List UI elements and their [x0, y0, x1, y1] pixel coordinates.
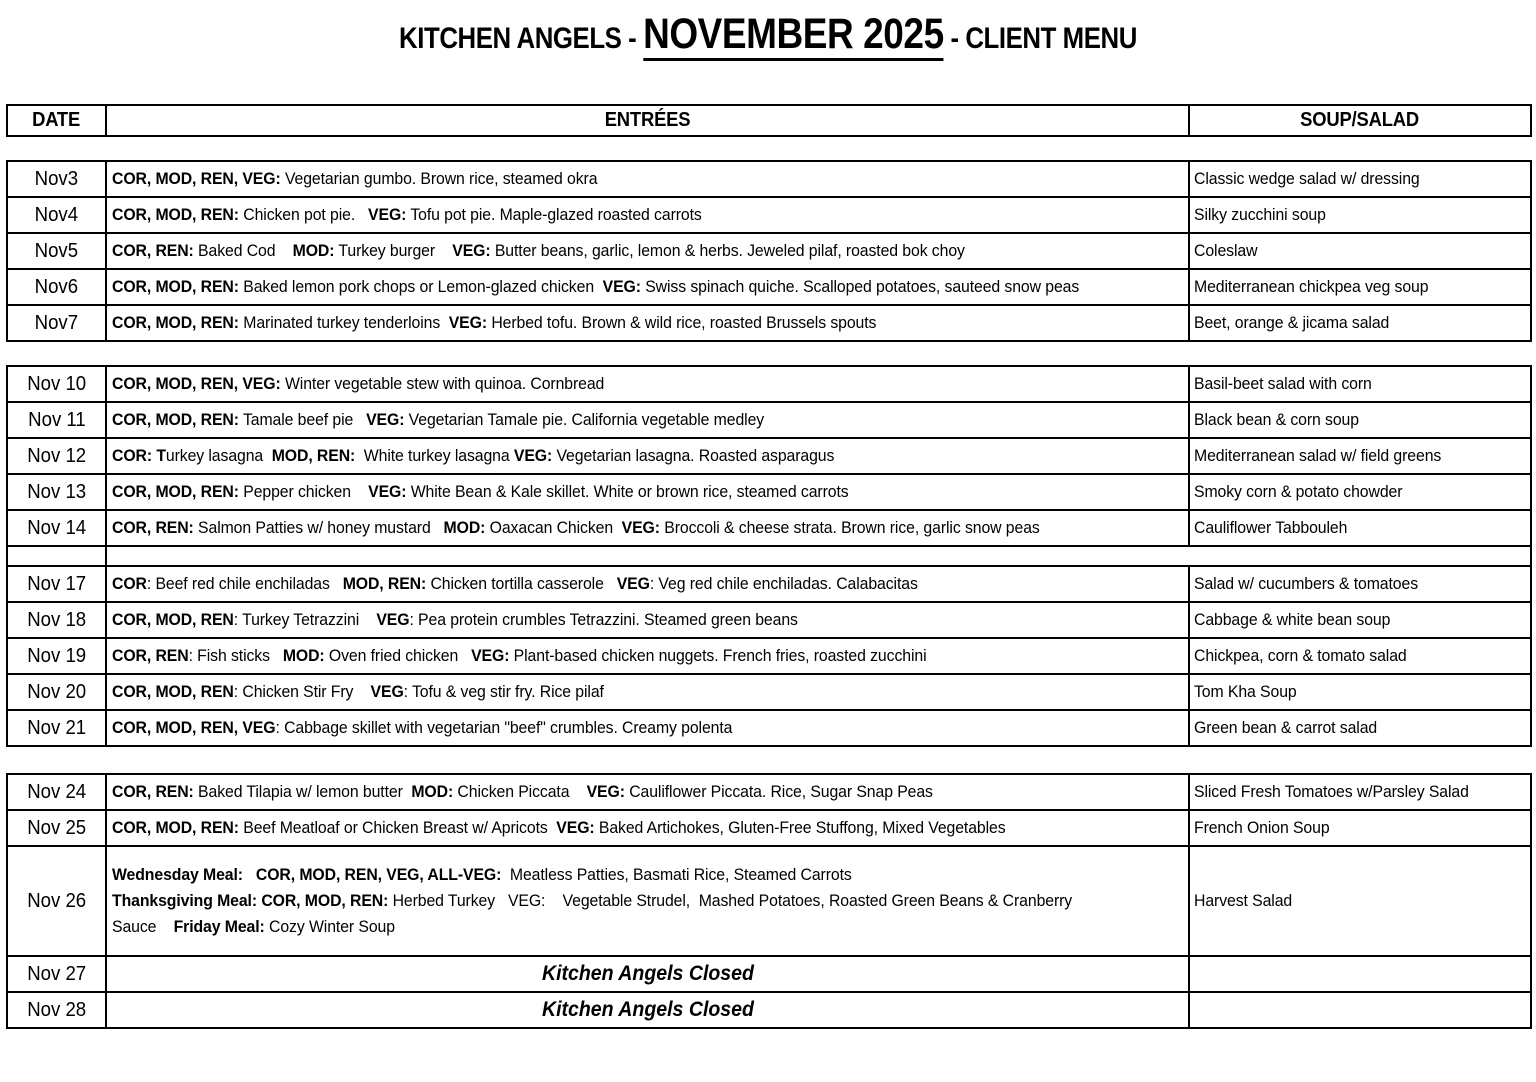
group-gap — [6, 747, 1530, 773]
soup-salad-label: Mediterranean salad w/ field greens — [1194, 446, 1442, 465]
date-label: Nov7 — [34, 311, 79, 334]
soup-salad-label: Smoky corn & potato chowder — [1194, 482, 1403, 501]
entree-segment: Beef Meatloaf or Chicken Breast w/ Apricots — [238, 818, 557, 837]
date-cell — [7, 197, 106, 233]
entree-segment: Tamale beef pie — [238, 410, 367, 429]
entree-segment: Chicken tortilla casserole — [426, 574, 617, 593]
soup-salad-label: Harvest Salad — [1194, 891, 1293, 910]
entree-segment: Cauliflower Piccata. Rice, Sugar Snap Peas — [624, 782, 933, 801]
date-cell — [7, 474, 106, 510]
diet-code-label: VEG: — [452, 241, 491, 260]
entree-segment: Chicken Piccata — [453, 782, 587, 801]
entree-text — [112, 682, 604, 702]
menu-group — [6, 365, 1532, 567]
spacer-row — [7, 546, 1531, 566]
soup-salad-label: Chickpea, corn & tomato salad — [1194, 646, 1407, 665]
diet-code-label: COR, REN — [112, 646, 189, 665]
diet-code-label: MOD, REN: — [342, 574, 427, 593]
entree-segment: Herbed Turkey VEG: Vegetable Strudel, Mashed Potatoes, Roasted Green Beans & Cranberry — [388, 891, 1073, 910]
menu-group — [6, 160, 1532, 342]
entree-cell — [106, 305, 1189, 341]
diet-code-label: COR, MOD, REN — [112, 610, 234, 629]
table-row — [7, 402, 1531, 438]
diet-code-label: COR, MOD, REN, VEG: — [112, 169, 281, 188]
soup-salad-cell — [1189, 674, 1531, 710]
entree-segment — [243, 865, 256, 884]
entree-text — [112, 482, 849, 502]
diet-code-label: COR, MOD, REN: — [112, 313, 239, 332]
diet-code-label: VEG: — [471, 646, 510, 665]
date-cell — [7, 510, 106, 546]
diet-code-label: VEG: — [586, 782, 625, 801]
entree-segment: Swiss spinach quiche. Scalloped potatoes, sauteed snow peas — [640, 277, 1080, 296]
entree-cell — [106, 602, 1189, 638]
entree-segment: Broccoli & cheese strata. Brown rice, garlic snow peas — [659, 518, 1040, 537]
soup-salad-label: Green bean & carrot salad — [1194, 718, 1378, 737]
date-cell — [7, 233, 106, 269]
diet-code-label: COR, MOD, REN: — [112, 818, 239, 837]
table-row — [7, 269, 1531, 305]
entree-cell — [106, 566, 1189, 602]
entree-segment: Oven fried chicken — [324, 646, 472, 665]
date-label: Nov 11 — [27, 408, 86, 431]
date-cell — [7, 956, 106, 992]
entree-cell — [106, 197, 1189, 233]
entree-cell — [106, 710, 1189, 746]
entree-segment: Winter vegetable stew with quinoa. Cornbread — [280, 374, 605, 393]
date-cell — [7, 710, 106, 746]
soup-salad-label: Cauliflower Tabbouleh — [1194, 518, 1348, 537]
date-cell — [7, 774, 106, 810]
date-cell — [7, 305, 106, 341]
table-row — [7, 956, 1531, 992]
soup-salad-cell — [1189, 956, 1531, 992]
soup-salad-label: Beet, orange & jicama salad — [1194, 313, 1390, 332]
diet-code-label: VEG — [376, 610, 410, 629]
entree-segment: White Bean & Kale skillet. White or brown rice, steamed carrots — [406, 482, 849, 501]
entree-text — [112, 646, 927, 666]
date-cell — [7, 810, 106, 846]
header-date-label: DATE — [32, 109, 81, 131]
diet-code-label: VEG: — [556, 818, 595, 837]
soup-salad-cell — [1189, 305, 1531, 341]
date-label: Nov 24 — [27, 780, 86, 803]
entree-cell — [106, 366, 1189, 402]
diet-code-label: VEG: — [602, 277, 641, 296]
entree-segment: Tofu pot pie. Maple-glazed roasted carrots — [406, 205, 702, 224]
soup-salad-cell — [1189, 366, 1531, 402]
date-label: Nov5 — [34, 239, 79, 262]
date-label: Nov 12 — [27, 444, 86, 467]
entree-segment: Plant-based chicken nuggets. French fries, roasted zucchini — [509, 646, 927, 665]
date-cell — [7, 546, 106, 566]
diet-code-label: MOD: — [443, 518, 486, 537]
diet-code-label: Friday Meal: — [173, 917, 265, 936]
soup-salad-label: Classic wedge salad w/ dressing — [1194, 169, 1420, 188]
group-gap — [6, 137, 1530, 160]
soup-salad-cell — [1189, 161, 1531, 197]
diet-code-label: COR, REN: — [112, 241, 194, 260]
date-cell — [7, 402, 106, 438]
header-entrees-label: ENTRÉES — [604, 109, 691, 131]
entree-text — [112, 313, 876, 333]
entree-segment: Cozy Winter Soup — [264, 917, 395, 936]
diet-code-label: COR, MOD, REN, VEG: — [112, 374, 281, 393]
header-entrees-cell — [106, 105, 1189, 136]
closed-label: Kitchen Angels Closed — [541, 998, 754, 1021]
soup-salad-cell — [1189, 402, 1531, 438]
entree-cell — [106, 269, 1189, 305]
entree-cell — [106, 810, 1189, 846]
table-row — [7, 710, 1531, 746]
closed-cell — [106, 992, 1189, 1028]
diet-code-label: MOD, REN: — [271, 446, 356, 465]
entree-segment: White turkey lasagna — [355, 446, 514, 465]
entree-segment: Vegetarian gumbo. Brown rice, steamed okra — [280, 169, 598, 188]
entree-cell — [106, 402, 1189, 438]
title-suffix: - CLIENT MENU — [943, 22, 1137, 55]
date-label: Nov 10 — [27, 372, 86, 395]
soup-salad-label: French Onion Soup — [1194, 818, 1330, 837]
soup-salad-cell — [1189, 810, 1531, 846]
entree-cell — [106, 438, 1189, 474]
entree-segment: Baked lemon pork chops or Lemon-glazed chicken — [238, 277, 603, 296]
empty-cell — [106, 546, 1531, 566]
soup-salad-cell — [1189, 233, 1531, 269]
entree-segment: Baked Artichokes, Gluten-Free Stuffong, Mixed Vegetables — [594, 818, 1006, 837]
table-row — [7, 992, 1531, 1028]
date-label: Nov 20 — [27, 680, 86, 703]
diet-code-label: MOD: — [411, 782, 454, 801]
entree-text — [112, 518, 1040, 538]
entree-segment: : Chicken Stir Fry — [233, 682, 371, 701]
soup-salad-cell — [1189, 846, 1531, 956]
entree-segment: Vegetarian lasagna. Roasted asparagus — [552, 446, 835, 465]
entree-cell — [106, 161, 1189, 197]
date-label: Nov4 — [34, 203, 79, 226]
title-month: NOVEMBER 2025 — [643, 10, 944, 61]
diet-code-label: COR, MOD, REN: — [112, 482, 239, 501]
soup-salad-label: Tom Kha Soup — [1194, 682, 1297, 701]
soup-salad-label: Coleslaw — [1194, 241, 1258, 260]
header-soup-cell — [1189, 105, 1531, 136]
entree-segment: urkey lasagna — [165, 446, 272, 465]
date-label: Nov 19 — [27, 644, 86, 667]
soup-salad-label: Cabbage & white bean soup — [1194, 610, 1391, 629]
diet-code-label: VEG — [370, 682, 404, 701]
entree-segment: Chicken pot pie. — [238, 205, 369, 224]
table-row — [7, 161, 1531, 197]
table-row — [7, 305, 1531, 341]
menu-group — [6, 773, 1532, 1029]
table-row — [7, 810, 1531, 846]
title-prefix: KITCHEN ANGELS - — [399, 22, 644, 55]
soup-salad-cell — [1189, 269, 1531, 305]
diet-code-label: COR, MOD, REN: — [112, 277, 239, 296]
menu-header-table — [6, 104, 1532, 137]
date-label: Nov 26 — [27, 889, 86, 912]
entree-segment: Butter beans, garlic, lemon & herbs. Jeweled pilaf, roasted bok choy — [490, 241, 965, 260]
soup-salad-label: Silky zucchini soup — [1194, 205, 1326, 224]
diet-code-label: COR, MOD, REN, VEG — [112, 718, 276, 737]
entree-segment: : Veg red chile enchiladas. Calabacitas — [649, 574, 918, 593]
date-cell — [7, 846, 106, 956]
entree-text — [112, 782, 933, 802]
entree-cell — [106, 474, 1189, 510]
entree-cell — [106, 233, 1189, 269]
table-row — [7, 474, 1531, 510]
diet-code-label: VEG: — [368, 482, 407, 501]
page-title — [6, 10, 1530, 62]
entree-text — [112, 277, 1079, 297]
page-title-text — [399, 10, 1137, 59]
entree-text — [112, 574, 918, 594]
date-label: Nov 13 — [27, 480, 86, 503]
diet-code-label: COR, MOD, REN, VEG, ALL-VEG: — [255, 865, 502, 884]
date-label: Nov3 — [34, 167, 79, 190]
date-label: Nov 21 — [27, 716, 86, 739]
entree-cell — [106, 674, 1189, 710]
entree-segment: Pepper chicken — [238, 482, 369, 501]
table-row — [7, 233, 1531, 269]
menu-groups — [6, 137, 1530, 1029]
soup-salad-cell — [1189, 710, 1531, 746]
entree-segment: Vegetarian Tamale pie. California vegetable medley — [404, 410, 765, 429]
table-row — [7, 846, 1531, 956]
date-cell — [7, 438, 106, 474]
soup-salad-cell — [1189, 566, 1531, 602]
entree-segment: Meatless Patties, Basmati Rice, Steamed Carrots — [501, 865, 852, 884]
diet-code-label: COR, MOD, REN: — [112, 410, 239, 429]
date-label: Nov6 — [34, 275, 79, 298]
entree-segment: : Pea protein crumbles Tetrazzini. Steamed green beans — [409, 610, 798, 629]
soup-salad-label: Mediterranean chickpea veg soup — [1194, 277, 1429, 296]
date-label: Nov 17 — [27, 572, 86, 595]
entree-segment: Turkey burger — [334, 241, 453, 260]
diet-code-label: VEG: — [621, 518, 660, 537]
date-cell — [7, 638, 106, 674]
soup-salad-cell — [1189, 992, 1531, 1028]
group-gap — [6, 342, 1530, 365]
entree-segment: Baked Tilapia w/ lemon butter — [193, 782, 412, 801]
entree-segment: : Fish sticks — [188, 646, 283, 665]
entree-segment: Sauce — [112, 917, 174, 936]
header-row — [7, 105, 1531, 136]
table-row — [7, 366, 1531, 402]
soup-salad-cell — [1189, 510, 1531, 546]
menu-group — [6, 565, 1532, 747]
entree-segment: Oaxacan Chicken — [485, 518, 622, 537]
diet-code-label: VEG: — [366, 410, 405, 429]
date-cell — [7, 602, 106, 638]
date-label: Nov 25 — [27, 816, 86, 839]
entree-text — [112, 610, 798, 630]
entree-text — [112, 374, 604, 394]
soup-salad-cell — [1189, 774, 1531, 810]
entree-segment: : Tofu & veg stir fry. Rice pilaf — [403, 682, 604, 701]
entree-text — [112, 205, 702, 225]
diet-code-label: Wednesday Meal: — [112, 865, 243, 884]
entree-segment: Herbed tofu. Brown & wild rice, roasted Brussels spouts — [487, 313, 877, 332]
header-date-cell — [7, 105, 106, 136]
soup-salad-cell — [1189, 602, 1531, 638]
entree-segment: Marinated turkey tenderloins — [238, 313, 449, 332]
soup-salad-cell — [1189, 197, 1531, 233]
table-row — [7, 774, 1531, 810]
diet-code-label: VEG: — [368, 205, 407, 224]
diet-code-label: VEG: — [513, 446, 553, 465]
entree-cell — [106, 846, 1189, 956]
diet-code-label: COR, MOD, REN: — [112, 205, 239, 224]
entree-text — [112, 169, 597, 189]
entree-cell — [106, 510, 1189, 546]
table-row — [7, 510, 1531, 546]
diet-code-label: VEG: — [448, 313, 488, 332]
soup-salad-cell — [1189, 438, 1531, 474]
soup-salad-cell — [1189, 638, 1531, 674]
entree-text — [112, 818, 1006, 838]
date-cell — [7, 161, 106, 197]
entree-segment: : Beef red chile enchiladas — [146, 574, 343, 593]
diet-code-label: MOD: — [292, 241, 335, 260]
soup-salad-cell — [1189, 474, 1531, 510]
date-cell — [7, 269, 106, 305]
date-label: Nov 27 — [27, 962, 86, 985]
diet-code-label: Thanksgiving Meal: COR, MOD, REN: — [112, 891, 389, 910]
date-cell — [7, 992, 106, 1028]
diet-code-label: MOD: — [282, 646, 325, 665]
table-row — [7, 438, 1531, 474]
table-row — [7, 638, 1531, 674]
soup-salad-label: Basil-beet salad with corn — [1194, 374, 1372, 393]
entree-segment: : Turkey Tetrazzini — [233, 610, 377, 629]
diet-code-label: COR, REN: — [112, 518, 194, 537]
date-label: Nov 14 — [27, 516, 86, 539]
date-cell — [7, 674, 106, 710]
table-row — [7, 197, 1531, 233]
entree-text — [112, 718, 732, 738]
entree-text — [112, 862, 1189, 940]
closed-cell — [106, 956, 1189, 992]
date-label: Nov 18 — [27, 608, 86, 631]
diet-code-label: COR: T — [112, 446, 166, 465]
soup-salad-label: Salad w/ cucumbers & tomatoes — [1194, 574, 1419, 593]
diet-code-label: COR, REN: — [112, 782, 194, 801]
closed-label: Kitchen Angels Closed — [541, 962, 754, 985]
table-row — [7, 566, 1531, 602]
table-row — [7, 674, 1531, 710]
date-cell — [7, 566, 106, 602]
entree-segment: Salmon Patties w/ honey mustard — [193, 518, 444, 537]
diet-code-label: COR — [112, 574, 147, 593]
header-soup-label: SOUP/SALAD — [1300, 109, 1420, 131]
entree-text — [112, 446, 834, 466]
table-row — [7, 602, 1531, 638]
entree-cell — [106, 774, 1189, 810]
soup-salad-label: Black bean & corn soup — [1194, 410, 1359, 429]
date-label: Nov 28 — [27, 998, 86, 1021]
soup-salad-label: Sliced Fresh Tomatoes w/Parsley Salad — [1194, 782, 1469, 801]
diet-code-label: VEG — [616, 574, 650, 593]
entree-text — [112, 241, 965, 261]
entree-segment: Baked Cod — [193, 241, 293, 260]
date-cell — [7, 366, 106, 402]
entree-segment: : Cabbage skillet with vegetarian "beef" crumbles. Creamy polenta — [275, 718, 733, 737]
diet-code-label: COR, MOD, REN — [112, 682, 234, 701]
entree-cell — [106, 638, 1189, 674]
entree-text — [112, 410, 764, 430]
